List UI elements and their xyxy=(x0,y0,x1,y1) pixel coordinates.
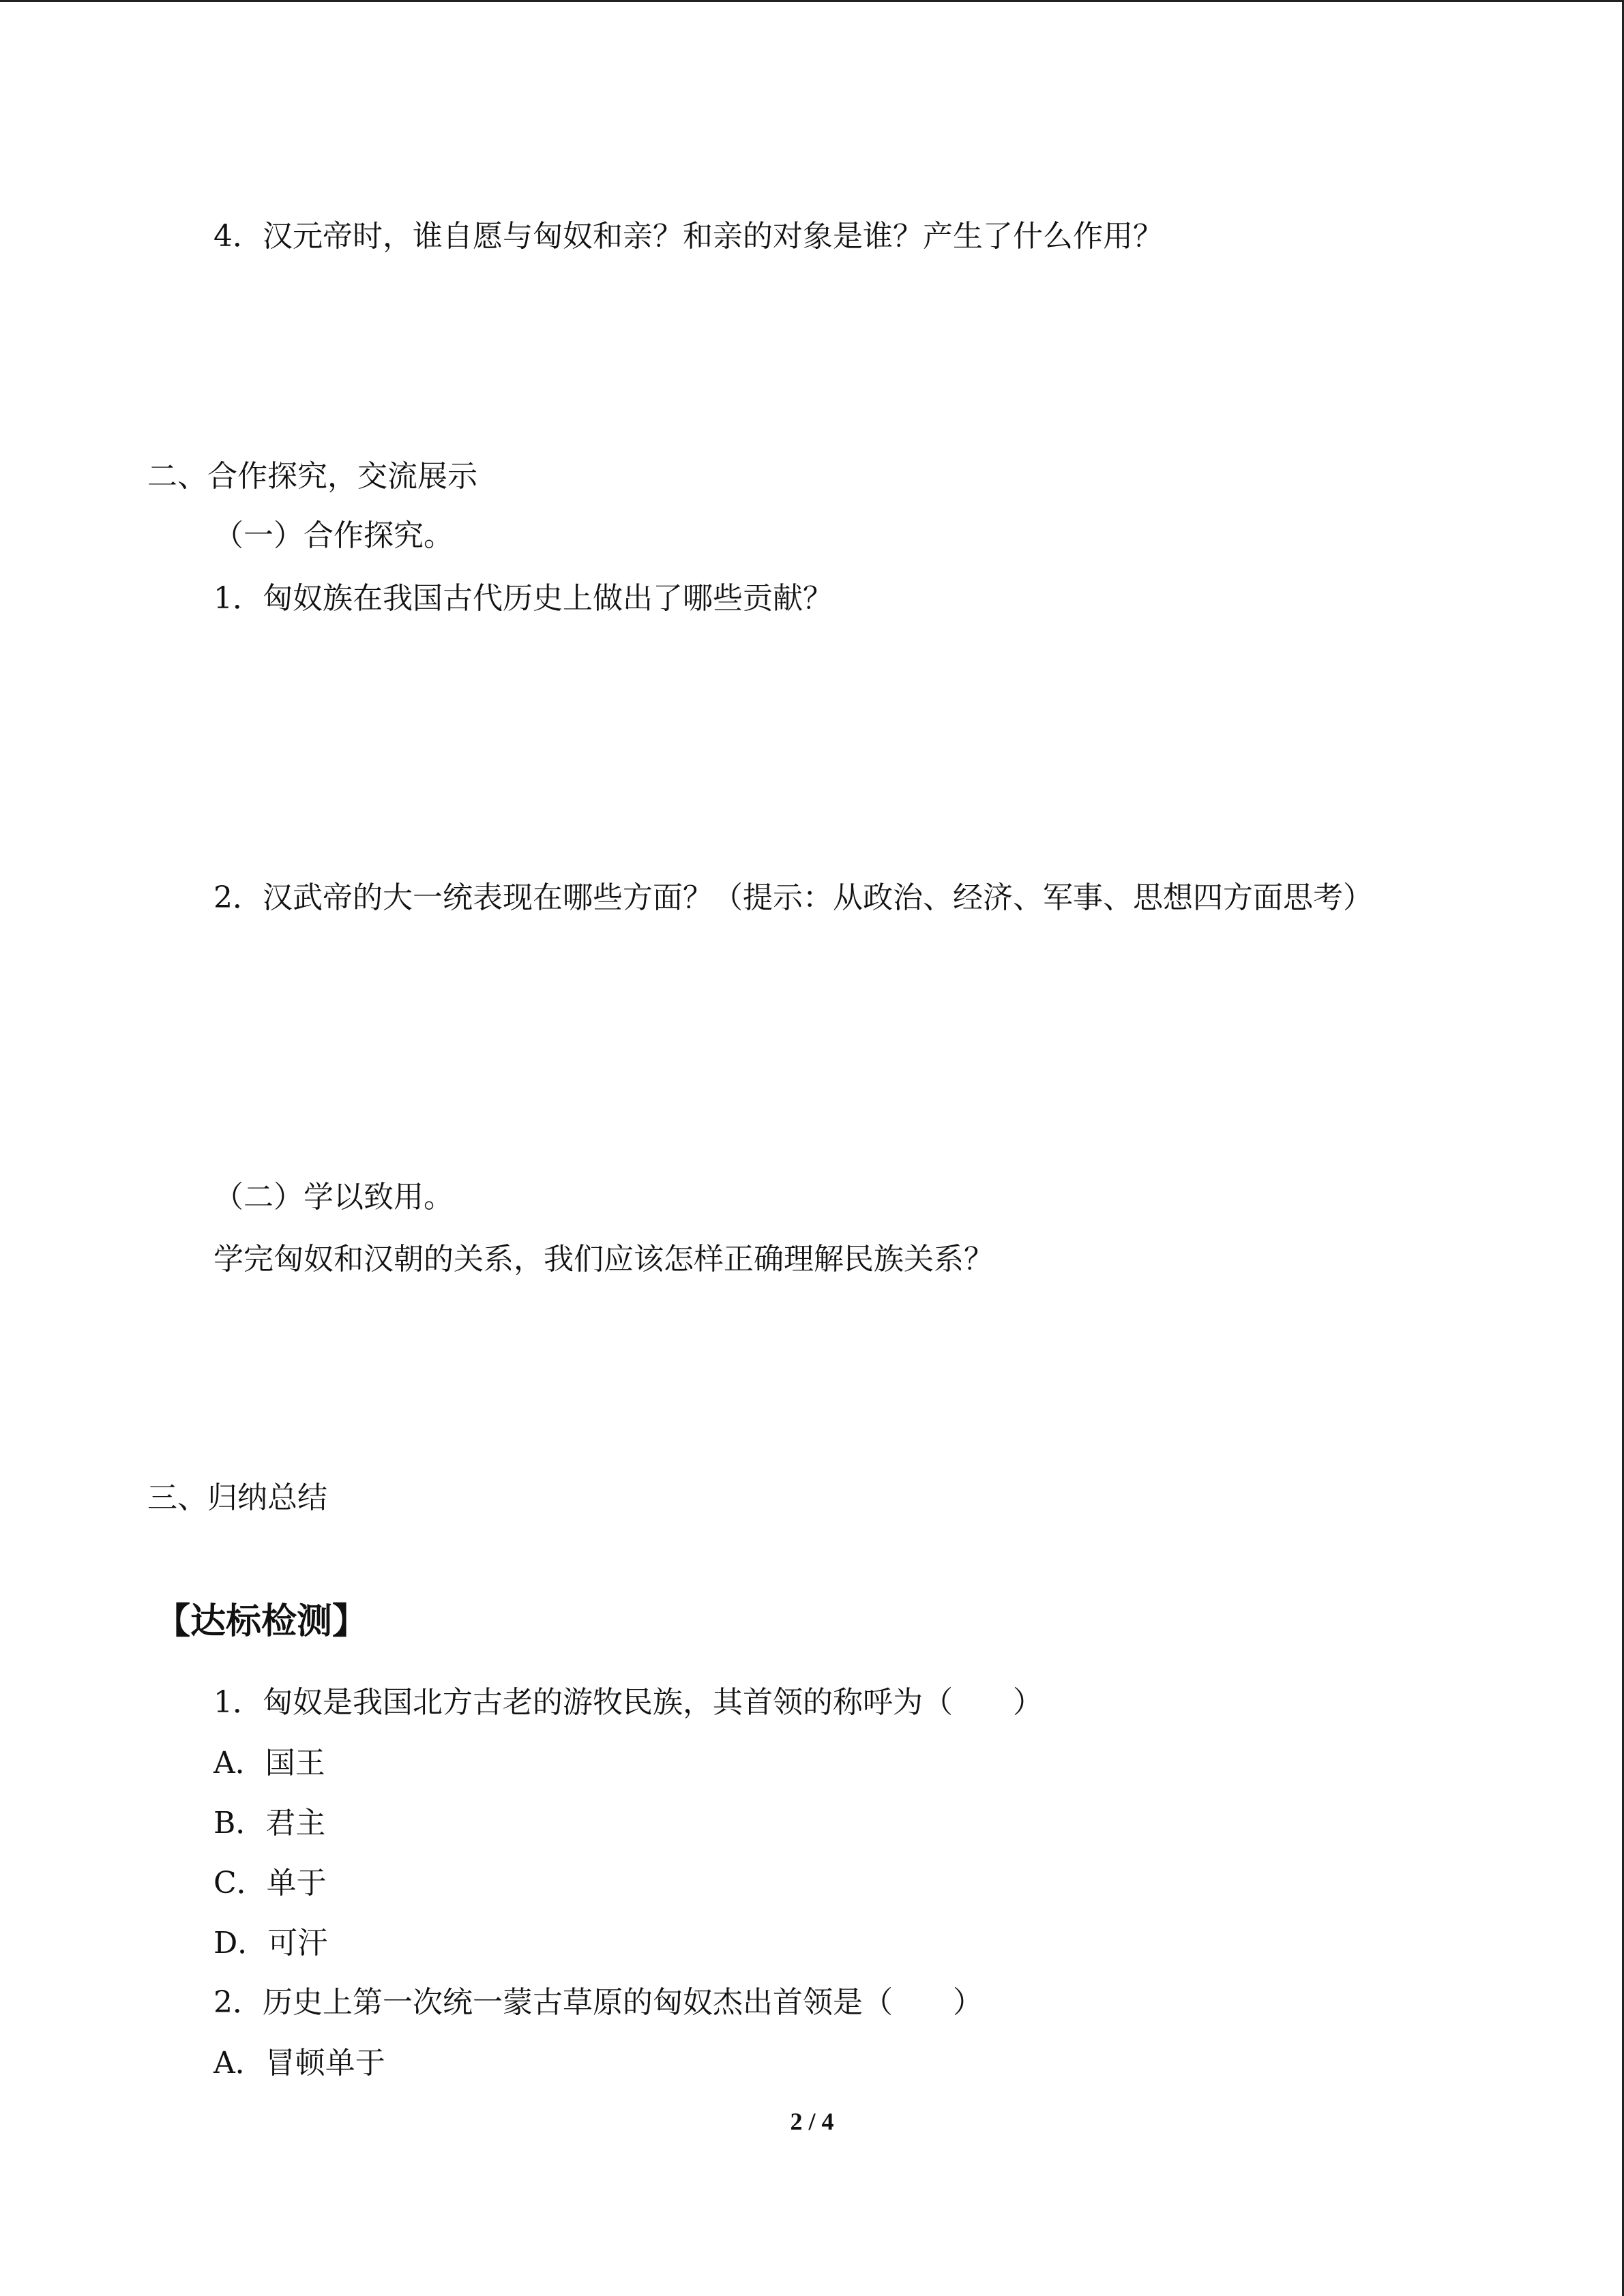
test-question-1: 1．匈奴是我国北方古老的游牧民族，其首领的称呼为（ ） xyxy=(213,1685,1043,1720)
subsection-1-title: （一）合作探究。 xyxy=(213,518,454,553)
application-question: 学完匈奴和汉朝的关系，我们应该怎样正确理解民族关系？ xyxy=(213,1242,994,1277)
inquiry-question-2: 2．汉武帝的大一统表现在哪些方面？（提示：从政治、经济、军事、思想四方面思考） xyxy=(213,880,1373,915)
inquiry-question-1: 1．匈奴族在我国古代历史上做出了哪些贡献？ xyxy=(213,581,833,616)
section-3-title: 三、归纳总结 xyxy=(147,1480,327,1515)
test-question-2: 2．历史上第一次统一蒙古草原的匈奴杰出首领是（ ） xyxy=(213,1985,983,2020)
page-number: 2 / 4 xyxy=(790,2108,834,2135)
q2-option-a: A．冒顿单于 xyxy=(213,2046,385,2081)
q1-option-b: B．君主 xyxy=(213,1806,326,1840)
test-heading: 【达标检测】 xyxy=(155,1601,368,1642)
q1-option-c: C．单于 xyxy=(213,1866,327,1900)
subsection-2-title: （二）学以致用。 xyxy=(213,1180,454,1214)
question-4: 4．汉元帝时，谁自愿与匈奴和亲？和亲的对象是谁？产生了什么作用？ xyxy=(213,219,1163,254)
q1-option-d: D．可汗 xyxy=(213,1926,328,1960)
section-2-title: 二、合作探究，交流展示 xyxy=(147,459,477,494)
q1-option-a: A．国王 xyxy=(213,1746,325,1780)
